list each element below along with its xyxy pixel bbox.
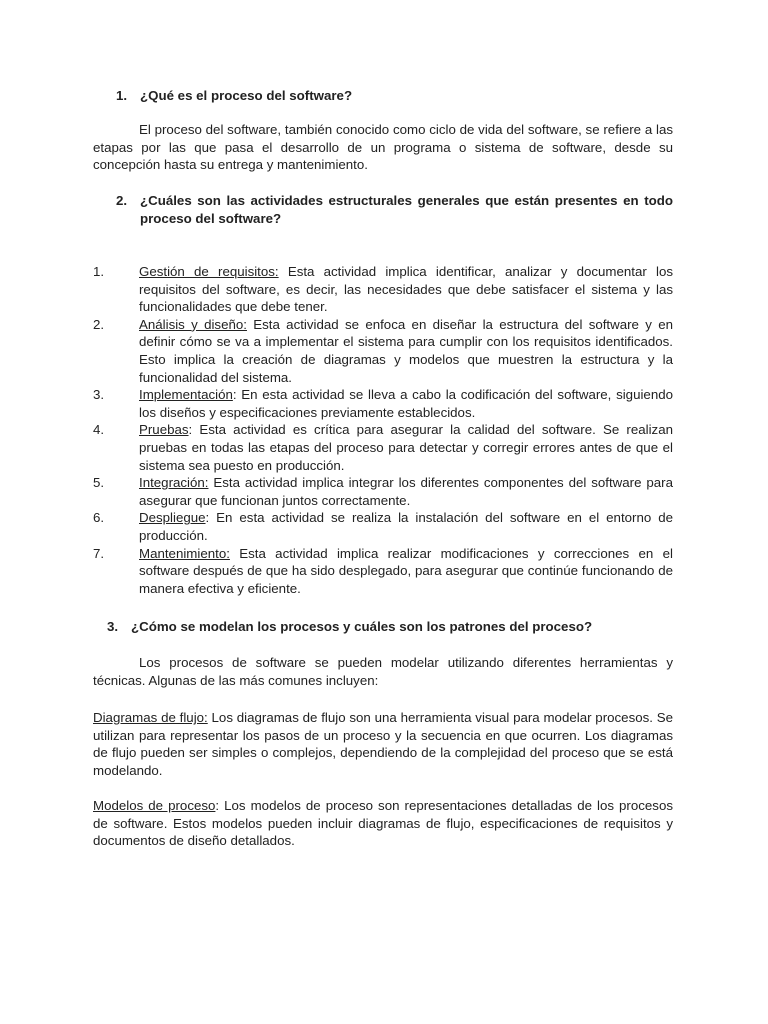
list-item-label: Gestión de requisitos: [139, 264, 279, 279]
question-1-number: 1. [116, 88, 128, 103]
process-models-text: : Los modelos de proceso son representaciones detalladas de los procesos de software. Estos modelos pueden incluir diagramas de flujo, especificaciones de requisitos y documentos de diseño detallados. [93, 798, 673, 849]
list-item-number: 4. [93, 422, 105, 438]
activities-list [93, 263, 673, 597]
question-3-title: ¿Cómo se modelan los procesos y cuáles son los patrones del proceso? [131, 619, 593, 634]
list-item-text: : En esta actividad se realiza la instalación del software en el entorno de producción. [139, 510, 673, 543]
list-item-text: Esta actividad se enfoca en diseñar la estructura del software y en definir cómo se va a implementar el sistema para cumplir con los requisitos identificados. Esto implica la creación de diagramas y modelos que muestren la estructura y la funcionalidad del sistema. [139, 316, 674, 385]
process-models-paragraph [93, 797, 673, 850]
list-item-number: 1. [93, 264, 105, 279]
list-item [93, 421, 673, 474]
flow-diagrams-label: Diagramas de flujo: [93, 710, 208, 725]
question-3-intro: Los procesos de software se pueden modelar utilizando diferentes herramientas y técnicas. Algunas de las más comunes incluyen: [93, 655, 673, 688]
list-item-label: Implementación [139, 387, 233, 403]
question-2-number: 2. [116, 193, 128, 208]
list-item-label: Análisis y diseño: [139, 316, 247, 332]
question-1-answer: El proceso del software, también conocido como ciclo de vida del software, se refiere a las etapas por las que pasa el desarrollo de un programa o sistema de software, desde su concepción hasta su entrega y mantenimiento. [93, 122, 673, 173]
list-item-label: Integración: [139, 475, 209, 491]
question-1-heading [116, 87, 676, 105]
list-item-label: Pruebas [139, 422, 189, 438]
list-item-text: : Esta actividad es crítica para asegurar la calidad del software. Se realizan pruebas en todas las etapas del proceso para detectar y corregir errores antes de que el sistema sea puesto en producción. [139, 422, 673, 473]
list-item-number: 7. [93, 545, 105, 561]
list-item [93, 263, 673, 316]
question-3-heading [107, 618, 673, 636]
list-item [93, 509, 673, 544]
question-2-heading [116, 192, 673, 227]
question-2-title: ¿Cuáles son las actividades estructurales generales que están presentes en todo proceso del software? [140, 193, 673, 226]
list-item [93, 545, 673, 598]
list-item [93, 386, 673, 421]
process-models-label: Modelos de proceso [93, 798, 216, 813]
list-item-text: Esta actividad implica identificar, analizar y documentar los requisitos del software, es decir, las necesidades que debe satisfacer el sistema y las funcionalidades que debe tener. [139, 264, 673, 315]
list-item-number: 3. [93, 387, 105, 403]
list-item [93, 316, 673, 386]
list-item-number: 2. [93, 316, 105, 332]
list-item-label: Despliegue [139, 510, 206, 526]
list-item [93, 474, 673, 509]
list-item-number: 5. [93, 475, 105, 491]
question-1-title: ¿Qué es el proceso del software? [140, 88, 353, 103]
list-item-number: 6. [93, 510, 105, 526]
list-item-text: Esta actividad implica integrar los diferentes componentes del software para asegurar que funcionan juntos correctamente. [139, 475, 673, 508]
flow-diagrams-text: Los diagramas de flujo son una herramienta visual para modelar procesos. Se utilizan para representar los pasos de un proceso y la secuencia en que ocurren. Los diagramas de flujo pueden ser simples o complejos, dependiendo de la complejidad del proceso que se está modelando. [93, 710, 674, 778]
list-item-text: : En esta actividad se lleva a cabo la codificación del software, siguiendo los diseños y especificaciones previamente establecidos. [139, 387, 673, 420]
question-3-number: 3. [107, 619, 119, 634]
list-item-label: Mantenimiento: [139, 545, 230, 561]
flow-diagrams-paragraph [93, 709, 673, 779]
list-item-text: Esta actividad implica realizar modificaciones y correcciones en el software después de que ha sido desplegado, para asegurar que continúe funcionando de manera efectiva y eficiente. [139, 545, 673, 596]
